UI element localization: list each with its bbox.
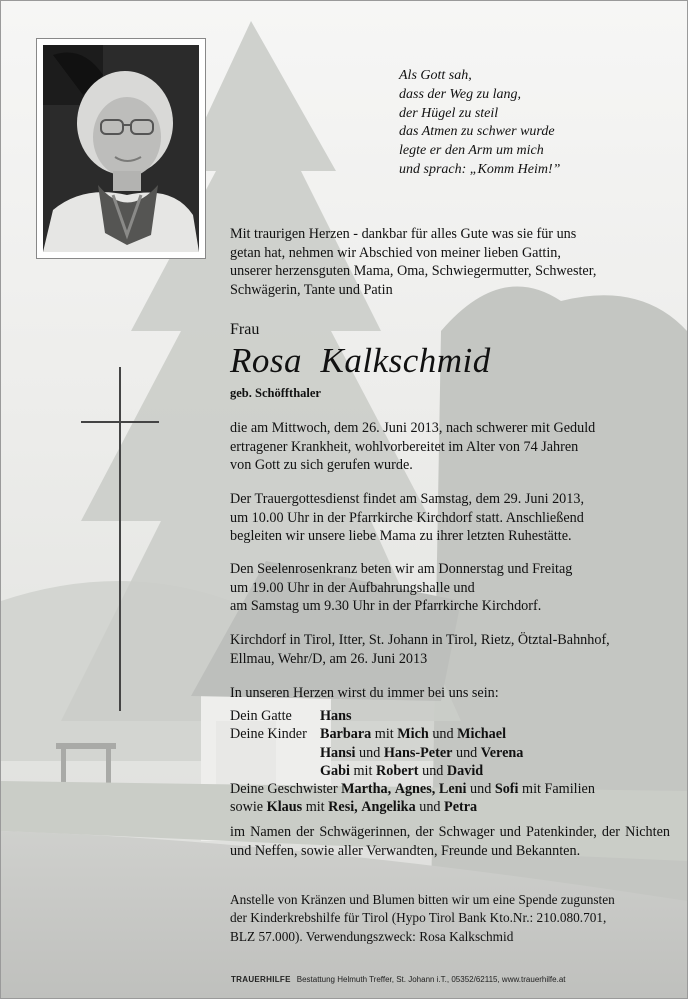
sibling-name: Leni (438, 781, 467, 798)
connector: und (419, 799, 441, 816)
death-notice (230, 419, 670, 475)
partner-name: Resi, (328, 799, 358, 816)
siblings-label: Deine Geschwister (230, 781, 338, 798)
children-label: Deine Kinder (230, 726, 307, 743)
verse-line: Als Gott sah, (399, 68, 472, 83)
family-row-children (230, 762, 670, 780)
footer-text: Bestattung Helmuth Treffer, St. Johann i.T., 05352/62115, www.trauerhilfe.at (296, 975, 566, 984)
family-row-children (230, 725, 670, 743)
portrait-frame (36, 38, 206, 259)
funeral-line: um 10.00 Uhr in der Pfarrkirche Kirchdorf statt. Anschließend (230, 509, 584, 526)
child-name: Gabi (320, 762, 350, 779)
rosary-line: Den Seelenrosenkranz beten wir am Donnerstag und Freitag (230, 561, 573, 577)
partner-name: Robert (375, 762, 419, 779)
donation-line: BLZ 57.000). Verwendungszweck: Rosa Kalkschmid (230, 928, 514, 944)
verse-line: legte er den Arm um mich (399, 143, 544, 159)
child-name: Hansi (320, 744, 356, 761)
grandchild-name: David (446, 762, 484, 779)
connector: und (470, 781, 492, 798)
child-name: Petra (444, 799, 478, 816)
sibling-name: Martha, (341, 781, 392, 798)
salutation: Frau (230, 321, 260, 338)
sibling-name: Sofi (494, 781, 519, 798)
rosary-line: um 19.00 Uhr in der Aufbahrungshalle und (230, 579, 475, 596)
verse-line: der Hügel zu steil (399, 105, 499, 121)
intro-line: unserer herzensguten Mama, Oma, Schwiegermutter, Schwester, (230, 263, 597, 279)
funeral-line: begleiten wir unsere liebe Mama zu ihrer letzten Ruhestätte. (230, 528, 572, 544)
intro-line: Schwägerin, Tante und Patin (230, 281, 393, 298)
funeral-line: Der Trauergottesdienst findet am Samstag, dem 29. Juni 2013, (230, 491, 584, 507)
donation-line: Anstelle von Kränzen und Blumen bitten wir um eine Spende zugunsten (230, 892, 615, 907)
donation-line: der Kinderkrebshilfe für Tirol (Hypo Tirol Bank Kto.Nr.: 210.080.701, (230, 910, 607, 926)
footer (231, 975, 566, 984)
closing-text: im Namen der Schwägerinnen, der Schwager und Patenkinder, der Nichten und Neffen, sowie aller Verwandten, Freunde und Bekannten. (230, 824, 670, 859)
with-families: mit Familien (522, 781, 595, 798)
intro-line: getan hat, nehmen wir Abschied von meiner lieben Gattin, (230, 244, 561, 261)
rosary-line: am Samstag um 9.30 Uhr in der Pfarrkirche Kirchdorf. (230, 598, 542, 614)
sibling-name: Klaus (266, 799, 303, 816)
verse-line: das Atmen zu schwer wurde (399, 124, 555, 140)
connector: und (455, 744, 478, 761)
connector: und (432, 726, 454, 743)
connector: mit (374, 726, 394, 743)
funeral-info (230, 490, 670, 546)
also-label: sowie (230, 799, 264, 816)
donation-notice (230, 891, 670, 946)
footer-logo: TRAUERHILFE (231, 975, 291, 984)
verse-line: dass der Weg zu lang, (399, 86, 521, 102)
child-name: Barbara (320, 726, 372, 743)
portrait-photo (43, 45, 199, 252)
spouse-label: Dein Gatte (230, 708, 292, 724)
family-row-others (230, 798, 670, 816)
cross-horizontal-bar (81, 421, 159, 423)
connector: mit (353, 762, 373, 779)
partner-name: Hans-Peter (383, 744, 453, 761)
places-date (230, 631, 670, 668)
cross-vertical-bar (119, 367, 121, 711)
spouse-name: Hans (320, 708, 352, 724)
deceased-name: Rosa Kalkschmid (230, 341, 491, 380)
portrait-illustration (43, 45, 199, 252)
notice-line: ertragener Krankheit, wohlvorbereitet im Alter von 74 Jahren (230, 438, 579, 455)
family-row-spouse (230, 707, 670, 725)
connector: und (422, 762, 444, 779)
places-line: Kirchdorf in Tirol, Itter, St. Johann in Tirol, Rietz, Ötztal-Bahnhof, (230, 632, 610, 648)
verse-line: und sprach: „Komm Heim!” (399, 161, 561, 177)
connector: und (359, 744, 381, 761)
memory-line (230, 684, 670, 703)
places-line: Ellmau, Wehr/D, am 26. Juni 2013 (230, 650, 428, 667)
notice-line: die am Mittwoch, dem 26. Juni 2013, nach schwerer mit Geduld (230, 420, 596, 436)
intro-text (230, 225, 670, 299)
partner-name: Mich (397, 726, 429, 743)
verse (399, 67, 669, 180)
rosary-info (230, 560, 670, 616)
family-row-siblings (230, 780, 670, 798)
grandchild-name: Michael (457, 726, 507, 743)
memory-text: In unseren Herzen wirst du immer bei uns sein: (230, 685, 499, 701)
sibling-name: Agnes, (394, 781, 436, 798)
maiden-name: geb. Schöffthaler (230, 386, 321, 400)
child-name: Angelika (361, 799, 416, 816)
family-list (230, 707, 670, 817)
grandchild-name: Verena (480, 744, 524, 761)
intro-line: Mit traurigen Herzen - dankbar für alles Gute was sie für uns (230, 226, 577, 242)
family-row-children (230, 744, 670, 762)
connector: mit (305, 799, 325, 816)
notice-line: von Gott zu sich gerufen wurde. (230, 457, 413, 473)
